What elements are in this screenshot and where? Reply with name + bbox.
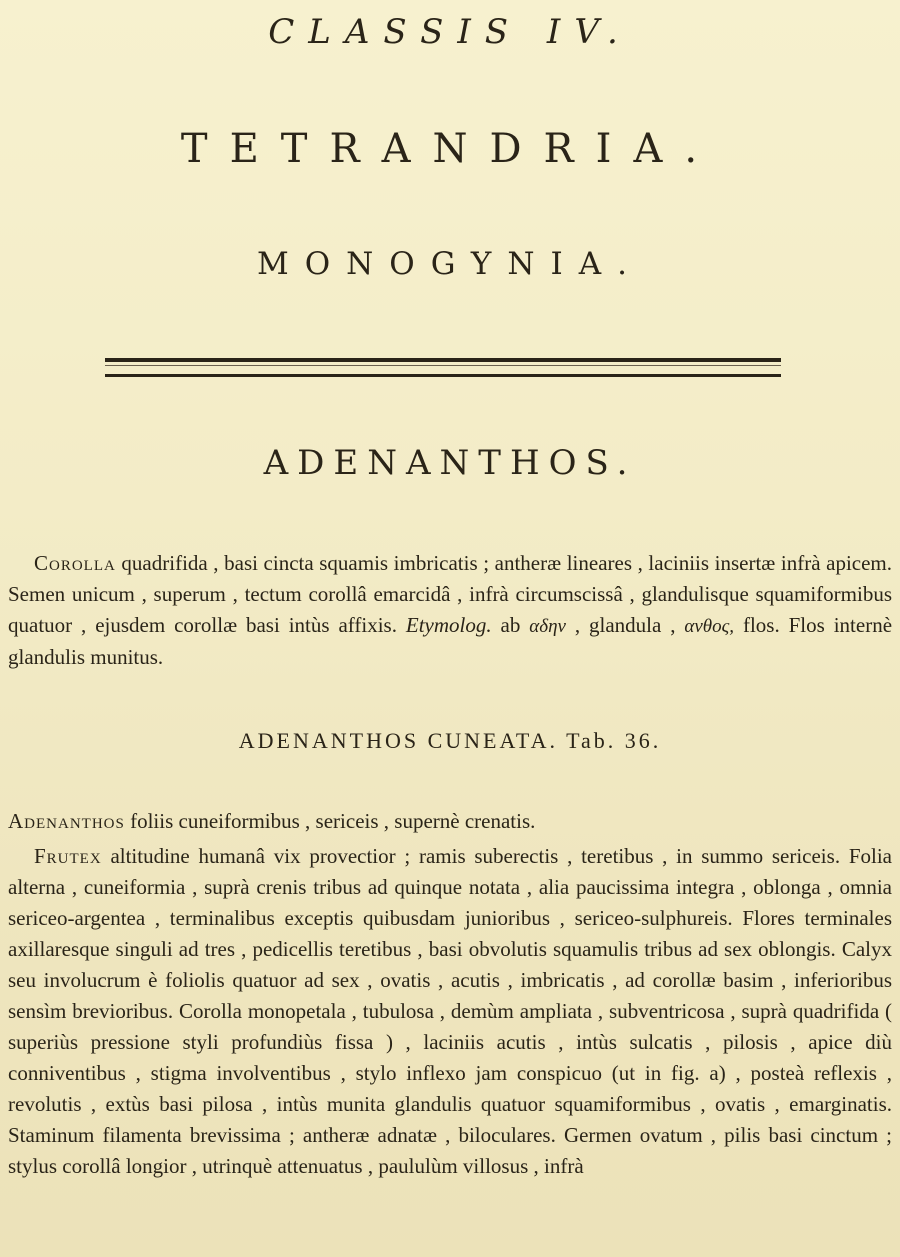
greek-word-flower: ανθος, (684, 616, 735, 637)
diagnosis-lead-word: Adenanthos (8, 809, 125, 833)
diagnosis-text: foliis cuneiformibus , sericeis , supernè crenatis. (124, 809, 536, 833)
class-name-heading: TETRANDRIA. (180, 126, 720, 172)
rule-inner-line (105, 365, 781, 366)
order-heading: MONOGYNIA. (257, 246, 643, 282)
description-lead-word: Frutex (34, 844, 102, 868)
species-diagnosis (8, 806, 892, 837)
etymology-text-3: flos. Flos internè glandulis munitus. (8, 613, 893, 669)
class-heading: CLASSIS IV. (268, 12, 632, 52)
species-description (8, 841, 892, 1182)
double-rule-divider (105, 358, 781, 377)
genus-lead-word: Corolla (34, 551, 116, 575)
genus-description-text: quadrifida , basi cincta squamis imbricatis ; antheræ lineares , laciniis insertæ infrà apicem. Semen unicum , superum , tectum corollâ emarcidâ , infrà circumscissâ , glandulisque squamiformibus quatuor , ejusdem corollæ basi intùs affixis. (8, 551, 892, 637)
species-title: ADENANTHOS CUNEATA. Tab. 36. (238, 728, 662, 753)
description-text: altitudine humanâ vix provectior ; ramis suberectis , teretibus , in summo sericeis. Folia alterna , cuneiformia , suprà crenis tribus ad quinque notata , alia paucissima integra , oblonga , omnia sericeo-argentea , terminalibus exceptis quibusdam junioribus , sericeo-sulphureis. Flores terminales axillaresque singuli ad tres , pedicellis teretibus , basi obvolutis squamulis tribus ad sex oblongis. Calyx seu involucrum è foliolis quatuor ad sex , ovatis , acutis , imbricatis , ad corollæ basim , inferioribus sensìm brevioribus. Corolla monopetala , tubulosa , demùm ampliata , subventricosa , suprà quadrifida ( superiùs pressione styli profundiùs fissa ) , laciniis acutis , intùs sulcatis , pilosis , apice diù conniventibus , stigma involventibus , stylo inflexo jam conspicuo (ut in fig. a) , posteà reflexis , revolutis , extùs basi pilosa , intùs munita glandulis quatuor squamiformibus , ovatis , emarginatis. Staminum filamenta brevissima ; antheræ adnatæ , biloculares. Germen ovatum , pilis basi cinctum ; stylus corollâ longior , utrinquè attenuatus , paululùm villosus , infrà (8, 844, 892, 1178)
etymology-text-2: , glandula , (565, 613, 685, 637)
genus-title: ADENANTHOS. (263, 443, 637, 483)
etymology-text-1: ab (491, 613, 530, 637)
genus-description (8, 548, 892, 673)
etymology-label: Etymolog. (405, 613, 492, 637)
greek-word-gland: αδην (529, 616, 566, 637)
